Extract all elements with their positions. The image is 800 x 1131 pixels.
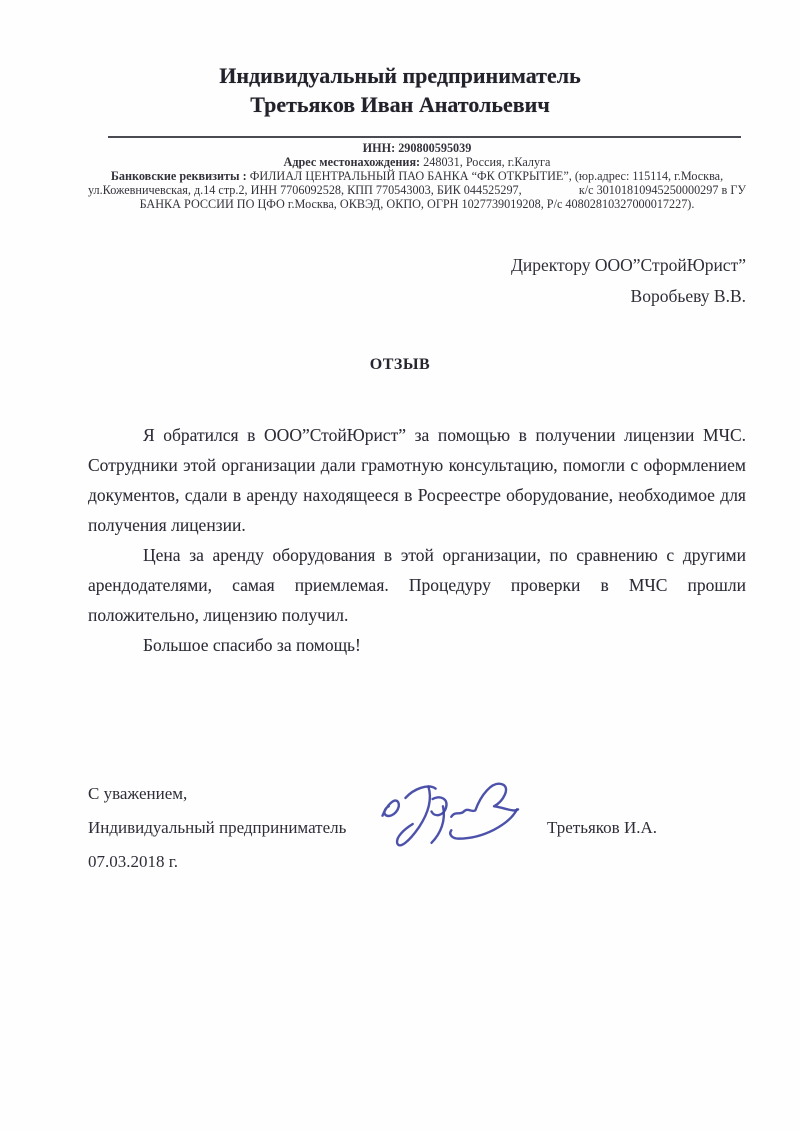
review-paragraph-1: Я обратился в ООО”СтойЮрист” за помощью в получении лицензии МЧС. Сотрудники этой организации дали грамотную консультацию, помогли с оформлением документов, сдали в аренду находящееся в Росреестре оборудование, необходимое для получения лицензии. xyxy=(88,425,746,535)
handwritten-signature-ink xyxy=(370,760,542,862)
review-paragraph-3: Большое спасибо за помощь! xyxy=(143,635,361,655)
letterhead-title-line1: Индивидуальный предприниматель xyxy=(219,63,581,88)
signer-name: Третьяков И.А. xyxy=(547,818,658,837)
bank-line1-rest: ФИЛИАЛ ЦЕНТРАЛЬНЫЙ ПАО БАНКА “ФК ОТКРЫТИЕ”, (юр.адрес: 115114, г.Москва, xyxy=(246,169,724,183)
closing-block xyxy=(88,777,346,879)
bank-label: Банковские реквизиты : xyxy=(110,169,247,183)
bank-line2-left: ул.Кожевничевская, д.14 стр.2, ИНН 7706092528, КПП 770543003, БИК 044525297, xyxy=(88,183,522,197)
letterhead-requisites xyxy=(88,141,746,211)
address-line xyxy=(88,155,746,169)
signer-title: Индивидуальный предприниматель xyxy=(88,818,347,837)
bank-line2-right: к/с 30101810945250000297 в ГУ xyxy=(578,183,746,197)
review-paragraph-2: Цена за аренду оборудования в этой организации, по сравнению с другими арендодателями, самая приемлемая. Процедуру проверки в МЧС прошли положительно, лицензию получил. xyxy=(88,545,746,625)
letterhead-divider xyxy=(108,136,741,138)
letterhead-title xyxy=(0,61,800,119)
review-heading: ОТЗЫВ xyxy=(369,356,431,373)
closing-line: С уважением, xyxy=(88,784,188,803)
addressee-block xyxy=(511,250,746,312)
signature-date: 07.03.2018 г. xyxy=(88,852,179,871)
address-label: Адрес местонахождения: xyxy=(283,155,421,169)
bank-line2 xyxy=(88,183,746,197)
review-body xyxy=(88,420,746,660)
letterhead-title-line2: Третьяков Иван Анатольевич xyxy=(250,92,550,117)
address-value: 248031, Россия, г.Калуга xyxy=(420,155,551,169)
bank-line3: БАНКА РОССИИ ПО ЦФО г.Москва, ОКВЭД, ОКПО, ОГРН 1027739019208, Р/с 40802810327000017227). xyxy=(139,197,695,211)
inn-line: ИНН: 290800595039 xyxy=(362,141,472,155)
addressee-line1: Директору ООО”СтройЮрист” xyxy=(510,255,746,275)
addressee-line2: Воробьеву В.В. xyxy=(630,286,746,306)
bank-line1 xyxy=(88,169,746,183)
